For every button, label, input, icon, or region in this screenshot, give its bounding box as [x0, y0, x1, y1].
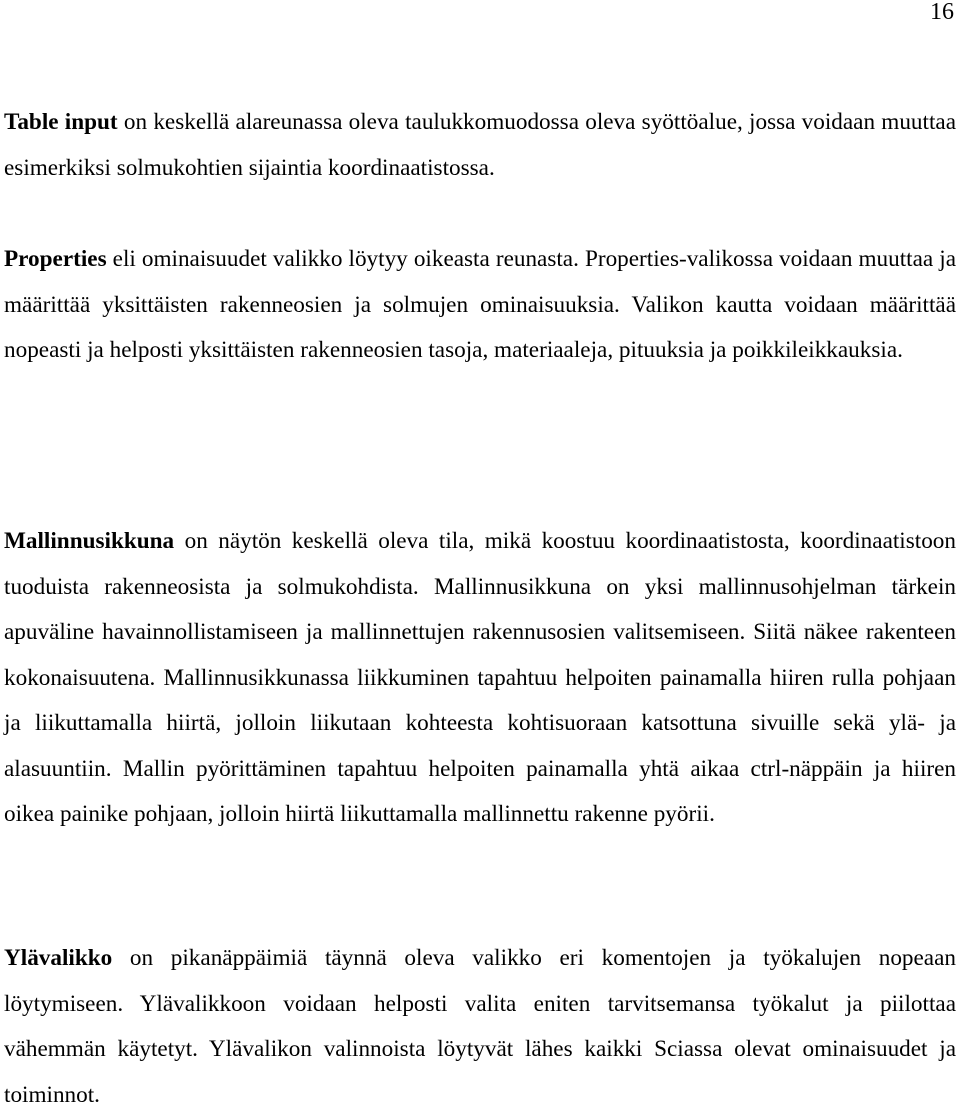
paragraph-text: eli ominaisuudet valikko löytyy oikeasta reunasta. Properties-valikossa voidaan muuttaa ja määrittää yksittäisten rakenneosien ja solmujen ominaisuuksia. Valikon kautta voidaan määrittää nopeasti ja helposti yksittäisten rakenneosien tasoja, materiaaleja, pituuksia ja poikkileikkauksia. [4, 246, 956, 363]
paragraph-ylavalikko [4, 936, 956, 1118]
paragraph-text: on näytön keskellä oleva tila, mikä koostuu koordinaatistosta, koordinaatistoon tuoduista rakenneosista ja solmukohdista. Mallinnusikkuna on yksi mallinnusohjelman tärkein apuväline havainnollistamiseen ja mallinnettujen rakennusosien valitsemiseen. Siitä näkee rakenteen kokonaisuutena. Mallinnusikkunassa liikkuminen tapahtuu helpoiten painamalla hiiren rulla pohjaan ja liikuttamalla hiirtä, jolloin liikutaan kohteesta kohtisuoraan katsottuna sivuille sekä ylä- ja alasuuntiin. Mallin pyörittäminen tapahtuu helpoiten painamalla yhtä aikaa ctrl-näppäin ja hiiren oikea painike pohjaan, jolloin hiirtä liikuttamalla mallinnettu rakenne pyörii. [4, 528, 956, 827]
term-ylavalikko: Ylävalikko [4, 945, 113, 971]
page-number: 16 [930, 0, 954, 25]
paragraph-text: on pikanäppäimiä täynnä oleva valikko eri komentojen ja työkalujen nopeaan löytymiseen. Ylävalikkoon voidaan helposti valita eniten tarvitsemansa työkalut ja piilottaa vähemmän käytetyt. Ylävalikon valinnoista löytyvät lähes kaikki Sciassa olevat ominaisuudet ja toiminnot. [4, 945, 956, 1108]
paragraph-properties [4, 237, 956, 374]
paragraph-table-input [4, 100, 956, 191]
term-properties: Properties [4, 246, 107, 272]
paragraph-text: on keskellä alareunassa oleva taulukkomuodossa oleva syöttöalue, jossa voidaan muuttaa esimerkiksi solmukohtien sijaintia koordinaatistossa. [4, 109, 956, 181]
term-mallinnusikkuna: Mallinnusikkuna [4, 528, 175, 554]
term-table-input: Table input [4, 109, 118, 135]
paragraph-mallinnusikkuna [4, 519, 956, 838]
